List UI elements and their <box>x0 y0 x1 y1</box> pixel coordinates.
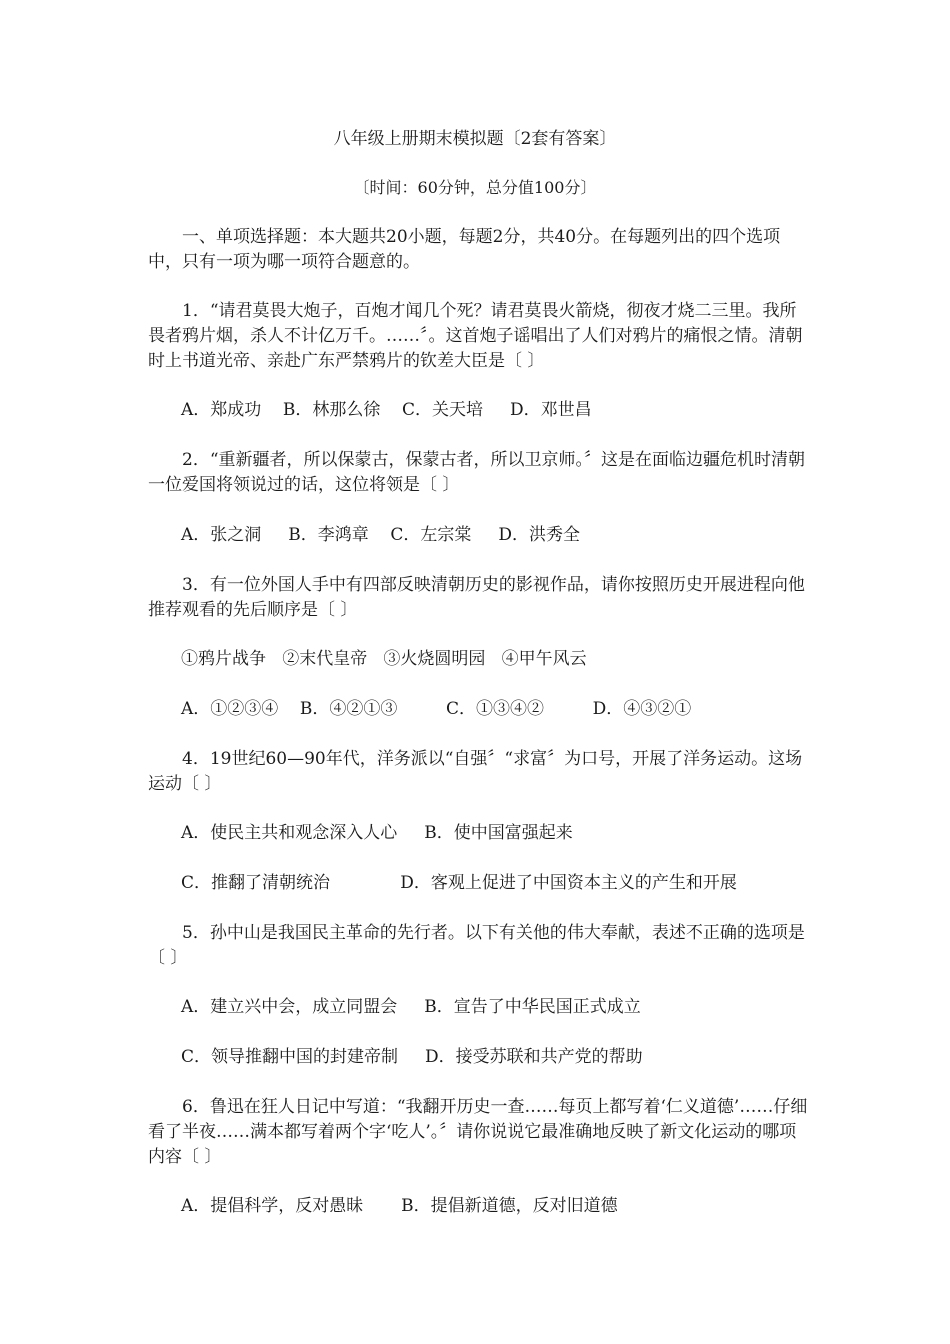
question-4-options-ab: A．使民主共和观念深入人心 B．使中国富强起来 <box>181 823 573 843</box>
section-heading: 一、单项选择题：本大题共20小题，每题2分，共40分。在每题列出的四个选项中，只有一项为哪一项符合题意的。 <box>148 227 781 272</box>
question-3-options: A．①②③④ B．④②①③ C．①③④② D．④③②① <box>181 699 692 719</box>
question-4-options-cd: C．推翻了清朝统治 D．客观上促进了中国资本主义的产生和开展 <box>181 873 737 893</box>
question-6-options-ab: A．提倡科学，反对愚昧 B．提倡新道德，反对旧道德 <box>181 1196 618 1216</box>
question-1-stem: 1．“请君莫畏大炮子，百炮才闻几个死？请君莫畏火箭烧，彻夜才烧二三里。我所畏者鸦片烟，杀人不计亿万千。……〞。这首炮子谣唱出了人们对鸦片的痛恨之情。清朝时上书道光帝、亲赴广东严禁鸦片的钦差大臣是〔 〕 <box>148 301 803 371</box>
question-2-options: A．张之洞 B．李鸿章 C．左宗棠 D．洪秀全 <box>181 525 581 545</box>
page-title: 八年级上册期末模拟题〔2套有答案〕 <box>333 129 617 149</box>
question-1-options: A．郑成功 B．林那么徐 C．关天培 D．邓世昌 <box>181 400 592 420</box>
question-3-items: ①鸦片战争 ②末代皇帝 ③火烧圆明园 ④甲午风云 <box>181 649 587 669</box>
question-5-options-cd: C．领导推翻中国的封建帝制 D．接受苏联和共产党的帮助 <box>181 1047 643 1067</box>
question-5-stem: 5．孙中山是我国民主革命的先行者。以下有关他的伟大奉献，表述不正确的选项是〔 〕 <box>148 923 805 968</box>
question-3-stem: 3．有一位外国人手中有四部反映清朝历史的影视作品，请你按照历史开展进程向他推荐观看的先后顺序是〔 〕 <box>148 575 805 620</box>
exam-info: 〔时间：60分钟，总分值100分〕 <box>353 178 597 197</box>
question-5-options-ab: A．建立兴中会，成立同盟会 B．宣告了中华民国正式成立 <box>181 997 641 1017</box>
question-6-stem: 6．鲁迅在狂人日记中写道：“我翻开历史一查……每页上都写着‘仁义道德’……仔细看了半夜……满本都写着两个字‘吃人’。〞请你说说它最准确地反映了新文化运动的哪项内容〔 〕 <box>148 1097 808 1167</box>
question-2-stem: 2．“重新疆者，所以保蒙古，保蒙古者，所以卫京师。〞这是在面临边疆危机时清朝一位爱国将领说过的话，这位将领是〔 〕 <box>148 450 806 495</box>
question-4-stem: 4．19世纪60—90年代，洋务派以“自强〞“求富〞为口号，开展了洋务运动。这场运动〔 〕 <box>148 749 803 794</box>
